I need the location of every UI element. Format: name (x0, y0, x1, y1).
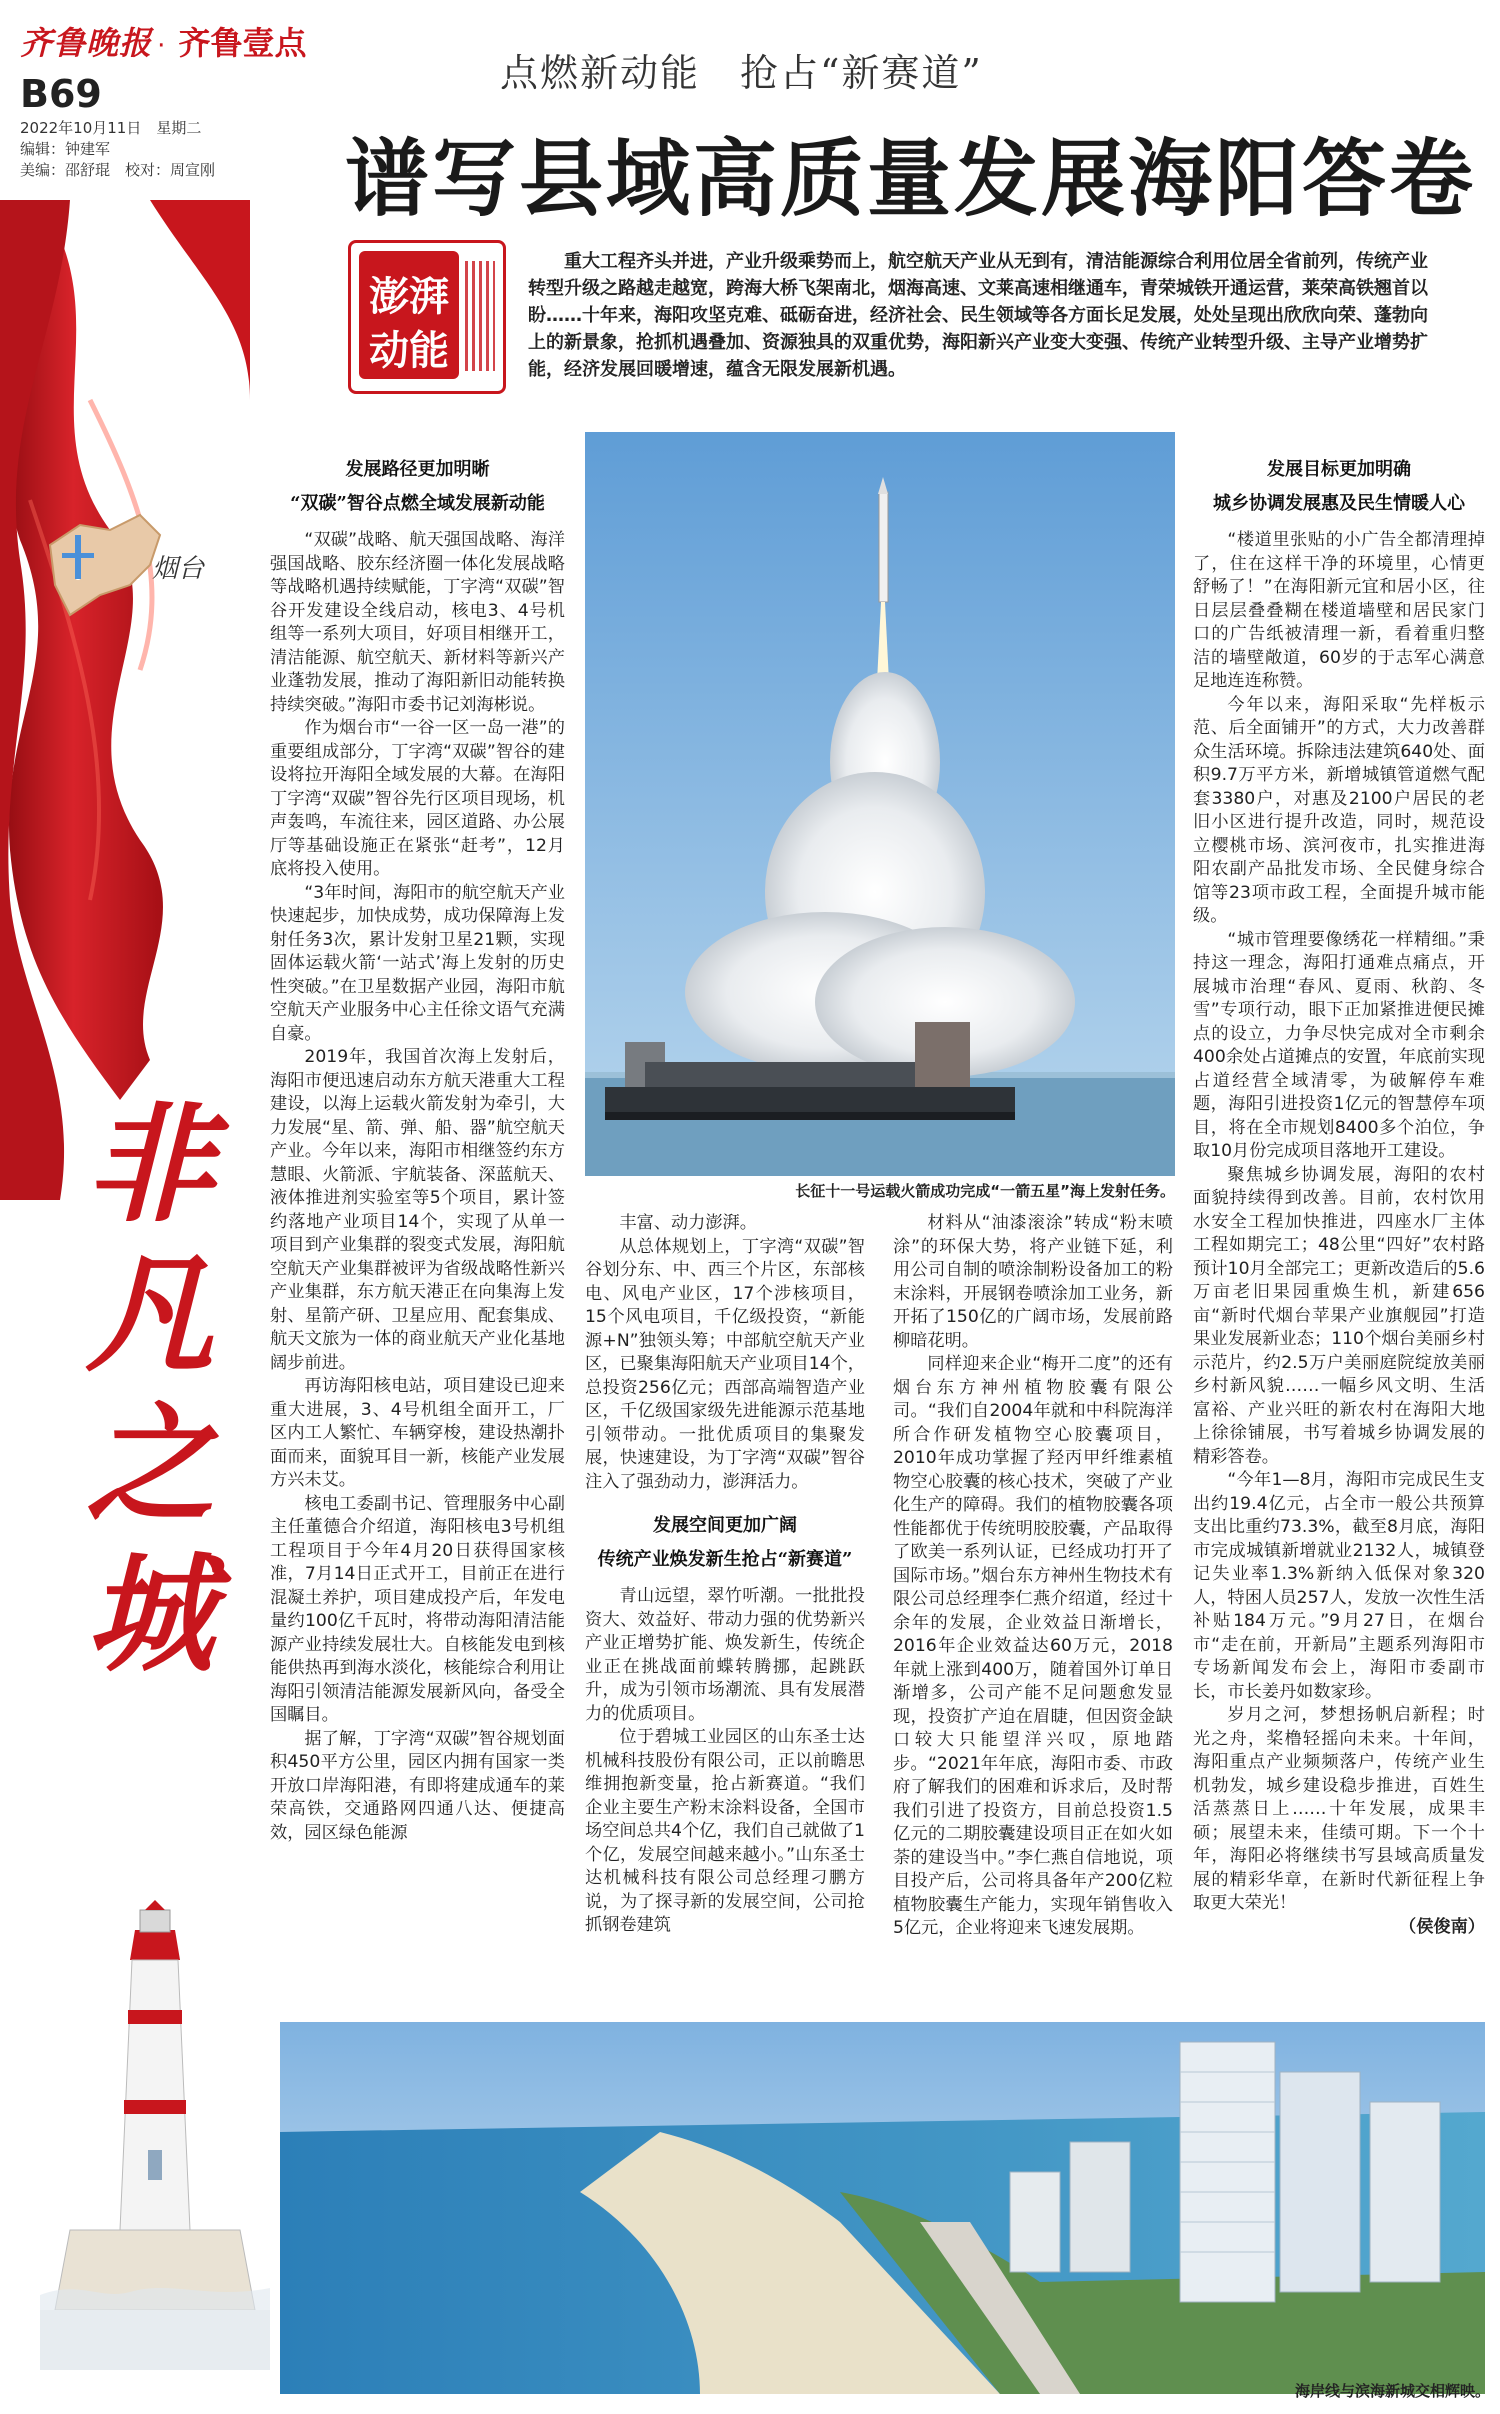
paper-logo: 齐鲁晚报 (20, 24, 153, 62)
article-paragraph: “双碳”战略、航天强国战略、海洋强国战略、胶东经济圈一体化发展战略等战略机遇持续赋能，丁字湾“双碳”智谷开发建设全线启动，核电3、4号机组等一系列大项目，好项目相继开工，清洁能源、航空航天、新材料等新兴产业蓬勃发展，推动了海阳新旧动能转换持续突破。”海阳市委书记刘海彬说。 (270, 530, 565, 715)
badge-line1: 澎湃 (369, 273, 449, 320)
page-number: B69 (20, 72, 102, 116)
rocket-launch-photo (585, 432, 1175, 1176)
article-paragraph: 聚焦城乡协调发展，海阳的农村面貌持续得到改善。目前，农村饮用水安全工程加快推进，四座水厂主体工程如期完工；48公里“四好”农村路预计10月全部完工；更新改造后的5.6万亩老旧果园重焕生机，新建656亩“新时代烟台苹果产业旗舰园”打造果业发展新业态；110个烟台美丽乡村示范片，约2.5万户美丽庭院绽放美丽乡村新风貌……一幅乡风文明、生活富裕、产业兴旺的新农村在海阳大地上徐徐铺展，书写着城乡协调发展的精彩答卷。 (1193, 1164, 1485, 1467)
calligraphy-char: 城 (85, 1540, 214, 1690)
editor-credit: 编辑：钟建军 (20, 140, 111, 158)
coastline-city-photo (280, 2022, 1485, 2394)
article-column-2 (585, 1212, 865, 2018)
section-heading: 发展目标更加明确 (1267, 459, 1411, 480)
separator-dot-icon: · (157, 31, 166, 61)
article-paragraph: 同样迎来企业“梅开二度”的还有烟台东方神州植物胶囊有限公司。“我们自2004年就和中科院海洋所合作研发植物空心胶囊项目，2010年成功掌握了羟丙甲纤维素植物空心胶囊的核心技术，突破了产业化生产的障碍。我们的植物胶囊各项性能都优于传统明胶胶囊，产品取得了欧美一系列认证，已经成功打开了国际市场。”烟台东方神州生物技术有限公司总经理李仁燕介绍道，经过十余年的发展，企业效益日渐增长，2016年企业效益达60万元，2018年就上涨到400万，随着国外订单日渐增多，公司产能不足问题愈发显现，投资扩产迫在眉睫，但因资金缺口较大只能望洋兴叹，原地踏步。“2021年年底，海阳市委、市政府了解我们的困难和诉求后，及时帮我们引进了投资方，目前总投资1.5亿元的二期胶囊建设项目正在如火如荼的建设当中。”李仁燕自信地说，项目投产后，公司将具备年产200亿粒植物胶囊生产能力，实现年销售收入5亿元，企业将迎来飞速发展期。 (893, 1354, 1173, 1938)
article-paragraph: 作为烟台市“一谷一区一岛一港”的重要组成部分，丁字湾“双碳”智谷的建设将拉开海阳全域发展的大幕。在海阳丁字湾“双碳”智谷先行区项目现场，机声轰鸣，车流往来，园区道路、办公展厅等基础设施正在紧张“赶考”，12月底将投入使用。 (270, 718, 565, 879)
section-heading: 发展路径更加明晰 (345, 459, 490, 480)
main-headline: 谱写县域高质量发展海阳答卷 (345, 129, 1477, 228)
article-paragraph: “3年时间，海阳市的航空航天产业快速起步，加快成势，成功保障海上发射任务3次，累计发射卫星21颗，实现固体运载火箭‘一站式’海上发射的历史性突破。”在卫星数据产业园，海阳市航空航天产业服务中心主任徐文语气充满自豪。 (270, 882, 565, 1044)
masthead (20, 18, 306, 64)
calligraphy-char: 非 (85, 1090, 214, 1240)
issue-date: 2022年10月11日 星期二 (20, 119, 202, 137)
article-paragraph: 位于碧城工业园区的山东圣士达机械科技股份有限公司，正以前瞻思维拥抱新变量，抢占新赛道。“我们企业主要生产粉末涂料设备，全国市场空间总共4个亿，我们自己就做了1个亿，发展空间越来越小。”山东圣士达机械科技有限公司总经理刁鹏方说，为了探寻新的发展空间，公司抢抓钢卷建筑 (585, 1727, 865, 1935)
calligraphy-char: 凡 (85, 1240, 214, 1390)
designer-credit: 美编：邵舒琨 校对：周宣刚 (20, 161, 216, 179)
column-badge (348, 240, 506, 394)
article-paragraph: 再访海阳核电站，项目建设已迎来重大进展，3、4号机组全面开工，厂区内工人繁忙、车辆穿梭，建设热潮扑面而来，面貌耳目一新，核能产业发展方兴未艾。 (270, 1376, 565, 1490)
article-paragraph: 丰富、动力澎湃。 (619, 1213, 757, 1233)
rocket-photo-caption: 长征十一号运载火箭成功完成“一箭五星”海上发射任务。 (795, 1182, 1175, 1200)
lighthouse-illustration (40, 1900, 270, 2370)
lead-paragraph: 重大工程齐头并进，产业升级乘势而上，航空航天产业从无到有，清洁能源综合利用位居全省前列，传统产业转型升级之路越走越宽，跨海大桥飞架南北，烟海高速、文莱高速相继通车，青荣城铁开通运营，莱荣高铁翘首以盼……十年来，海阳攻坚克难、砥砺奋进，经济社会、民生领域等各方面长足发展，处处呈现出欣欣向荣、蓬勃向上的新景象，抢抓机遇叠加、资源独具的双重优势，海阳新兴产业变大变强、传统产业转型升级、主导产业增势扩能，经济发展回暖增速，蕴含无限发展新机遇。 (528, 251, 1428, 380)
coastline-photo-caption: 海岸线与滨海新城交相辉映。 (1294, 2382, 1490, 2400)
section-heading: 发展空间更加广阔 (653, 1515, 797, 1536)
article-paragraph: 今年以来，海阳采取“先样板示范、后全面铺开”的方式，大力改善群众生活环境。拆除违法建筑640处、面积9.7万平方米，新增城镇管道燃气配套3380户，对惠及2100户居民的老旧小区进行提升改造，同时，规范设立樱桃市场、滨河夜市，扎实推进海阳农副产品批发市场、全民健身综合馆等23项市政工程，全面提升城市能级。 (1193, 694, 1485, 926)
article-paragraph: “今年1—8月，海阳市完成民生支出约19.4亿元，占全市一般公共预算支出比重约73.3%，截至8月底，海阳市完成城镇新增就业2132人，城镇登记失业率1.3%新纳入低保对象320人，特困人员257人，发放一次性生活补贴184万元。”9月27日，在烟台市“走在前，开新局”主题系列海阳市专场新闻发布会上，海阳市委副市长，市长姜丹如数家珍。 (1193, 1470, 1485, 1702)
article-paragraph: “楼道里张贴的小广告全都清理掉了，住在这样干净的环境里，心情更舒畅了！”在海阳新元宜和居小区，往日层层叠叠糊在楼道墙壁和居民家门口的广告纸被清理一新，看着重归整洁的墙壁敞道，60岁的于志军心满意足地连连称赞。 (1193, 530, 1485, 691)
article-paragraph: 材料从“油漆滚涂”转成“粉末喷涂”的环保大势，将产业链下延，利用公司自制的喷涂制粉设备加工的粉末涂料，开展钢卷喷涂加工业务，新开拓了150亿的广阔市场，发展前路柳暗花明。 (893, 1213, 1173, 1351)
section-subheading: “双碳”智谷点燃全域发展新动能 (290, 492, 545, 514)
article-paragraph: 据了解，丁字湾“双碳”智谷规划面积450平方公里，园区内拥有国家一类开放口岸海阳港，有即将建成通车的莱荣高铁，交通路网四通八达、便捷高效，园区绿色能源 (270, 1728, 565, 1843)
yantai-map-icon (40, 505, 170, 625)
map-label: 烟台 (152, 554, 205, 584)
article-paragraph: 岁月之河，梦想扬帆启新程；时光之舟，桨橹轻摇向未来。十年间，海阳重点产业频频落户，传统产业生机勃发，城乡建设稳步推进，百姓生活蒸蒸日上……十年发展，成果丰硕；展望未来，佳绩可期。下一个十年，海阳必将继续书写县域高质量发展的精彩华章，在新时代新征程上争取更大荣光！ (1193, 1705, 1485, 1913)
byline: （侯俊南） (1399, 1916, 1485, 1937)
page-meta (20, 118, 215, 181)
article-paragraph: “城市管理要像绣花一样精细。”秉持这一理念，海阳打通难点痛点，开展城市治理“春风、夏雨、秋韵、冬雪”专项行动，眼下正加紧推进便民摊点的设立，力争尽快完成对全市剩余400余处占道摊点的安置，年底前实现占道经营全域清零，为破解停车难题，海阳引进投资1亿元的智慧停车项目，将在全市规划8400多个泊位，争取10月份完成项目落地开工建设。 (1193, 929, 1485, 1161)
section-subheading: 城乡协调发展惠及民生情暖人心 (1213, 492, 1465, 514)
badge-stripes (465, 261, 495, 371)
article-paragraph: 2019年，我国首次海上发射后，海阳市便迅速启动东方航天港重大工程建设，以海上运载火箭发射为牵引，大力发展“星、箭、弹、船、器”航空航天产业。今年以来，海阳市相继签约东方慧眼、火箭派、宇航装备、深蓝航天、液体推进剂实验室等5个项目，累计签约落地产业项目14个，实现了从单一项目到产业集群的裂变式发展，海阳航空航天产业集群被评为省级战略性新兴产业集群，东方航天港正在向集海上发射、星箭产研、卫星应用、配套集成、航天文旅为一体的商业航天产业化基地阔步前进。 (270, 1047, 565, 1373)
headline-kicker: 点燃新动能 抢占“新赛道” (500, 51, 983, 95)
article-paragraph: 核电工委副书记、管理服务中心副主任董德合介绍道，海阳核电3号机组工程项目于今年4月20日获得国家核准，7月14日正式开工，目前正在进行混凝土养护，项目建成投产后，年发电量约100亿千瓦时，将带动海阳清洁能源产业持续发展壮大。自核能发电到核能供热再到海水淡化，核能综合利用让海阳引领清洁能源发展新风向，备受全国瞩目。 (270, 1493, 565, 1725)
article-paragraph: 青山远望，翠竹听潮。一批批投资大、效益好、带动力强的优势新兴产业正增势扩能、焕发新生，传统企业正在挑战面前蝶转腾挪，起跳跃升，成为引领市场潮流、具有发展潜力的优质项目。 (585, 1586, 865, 1724)
section-subheading: 传统产业焕发新生抢占“新赛道” (597, 1548, 853, 1570)
article-column-3 (893, 1212, 1173, 2018)
calligraphy-title (70, 1090, 230, 1690)
article-column-1 (270, 458, 565, 2018)
article-column-4 (1193, 458, 1485, 2018)
brand-logo: 齐鲁壹点 (178, 24, 307, 62)
badge-line2: 动能 (369, 327, 449, 374)
article-paragraph: 从总体规划上，丁字湾“双碳”智谷划分东、中、西三个片区，东部核电、风电产业区，17个涉核项目，15个风电项目，千亿级投资，“新能源+N”独领头筹；中部航空航天产业区，已聚集海阳航天产业项目14个，总投资256亿元；西部高端智造产业区，千亿级国家级先进能源示范基地引领带动。一批优质项目的集聚发展，快速建设，为丁字湾“双碳”智谷注入了强劲动力，澎湃活力。 (585, 1236, 865, 1492)
calligraphy-char: 之 (85, 1390, 214, 1540)
